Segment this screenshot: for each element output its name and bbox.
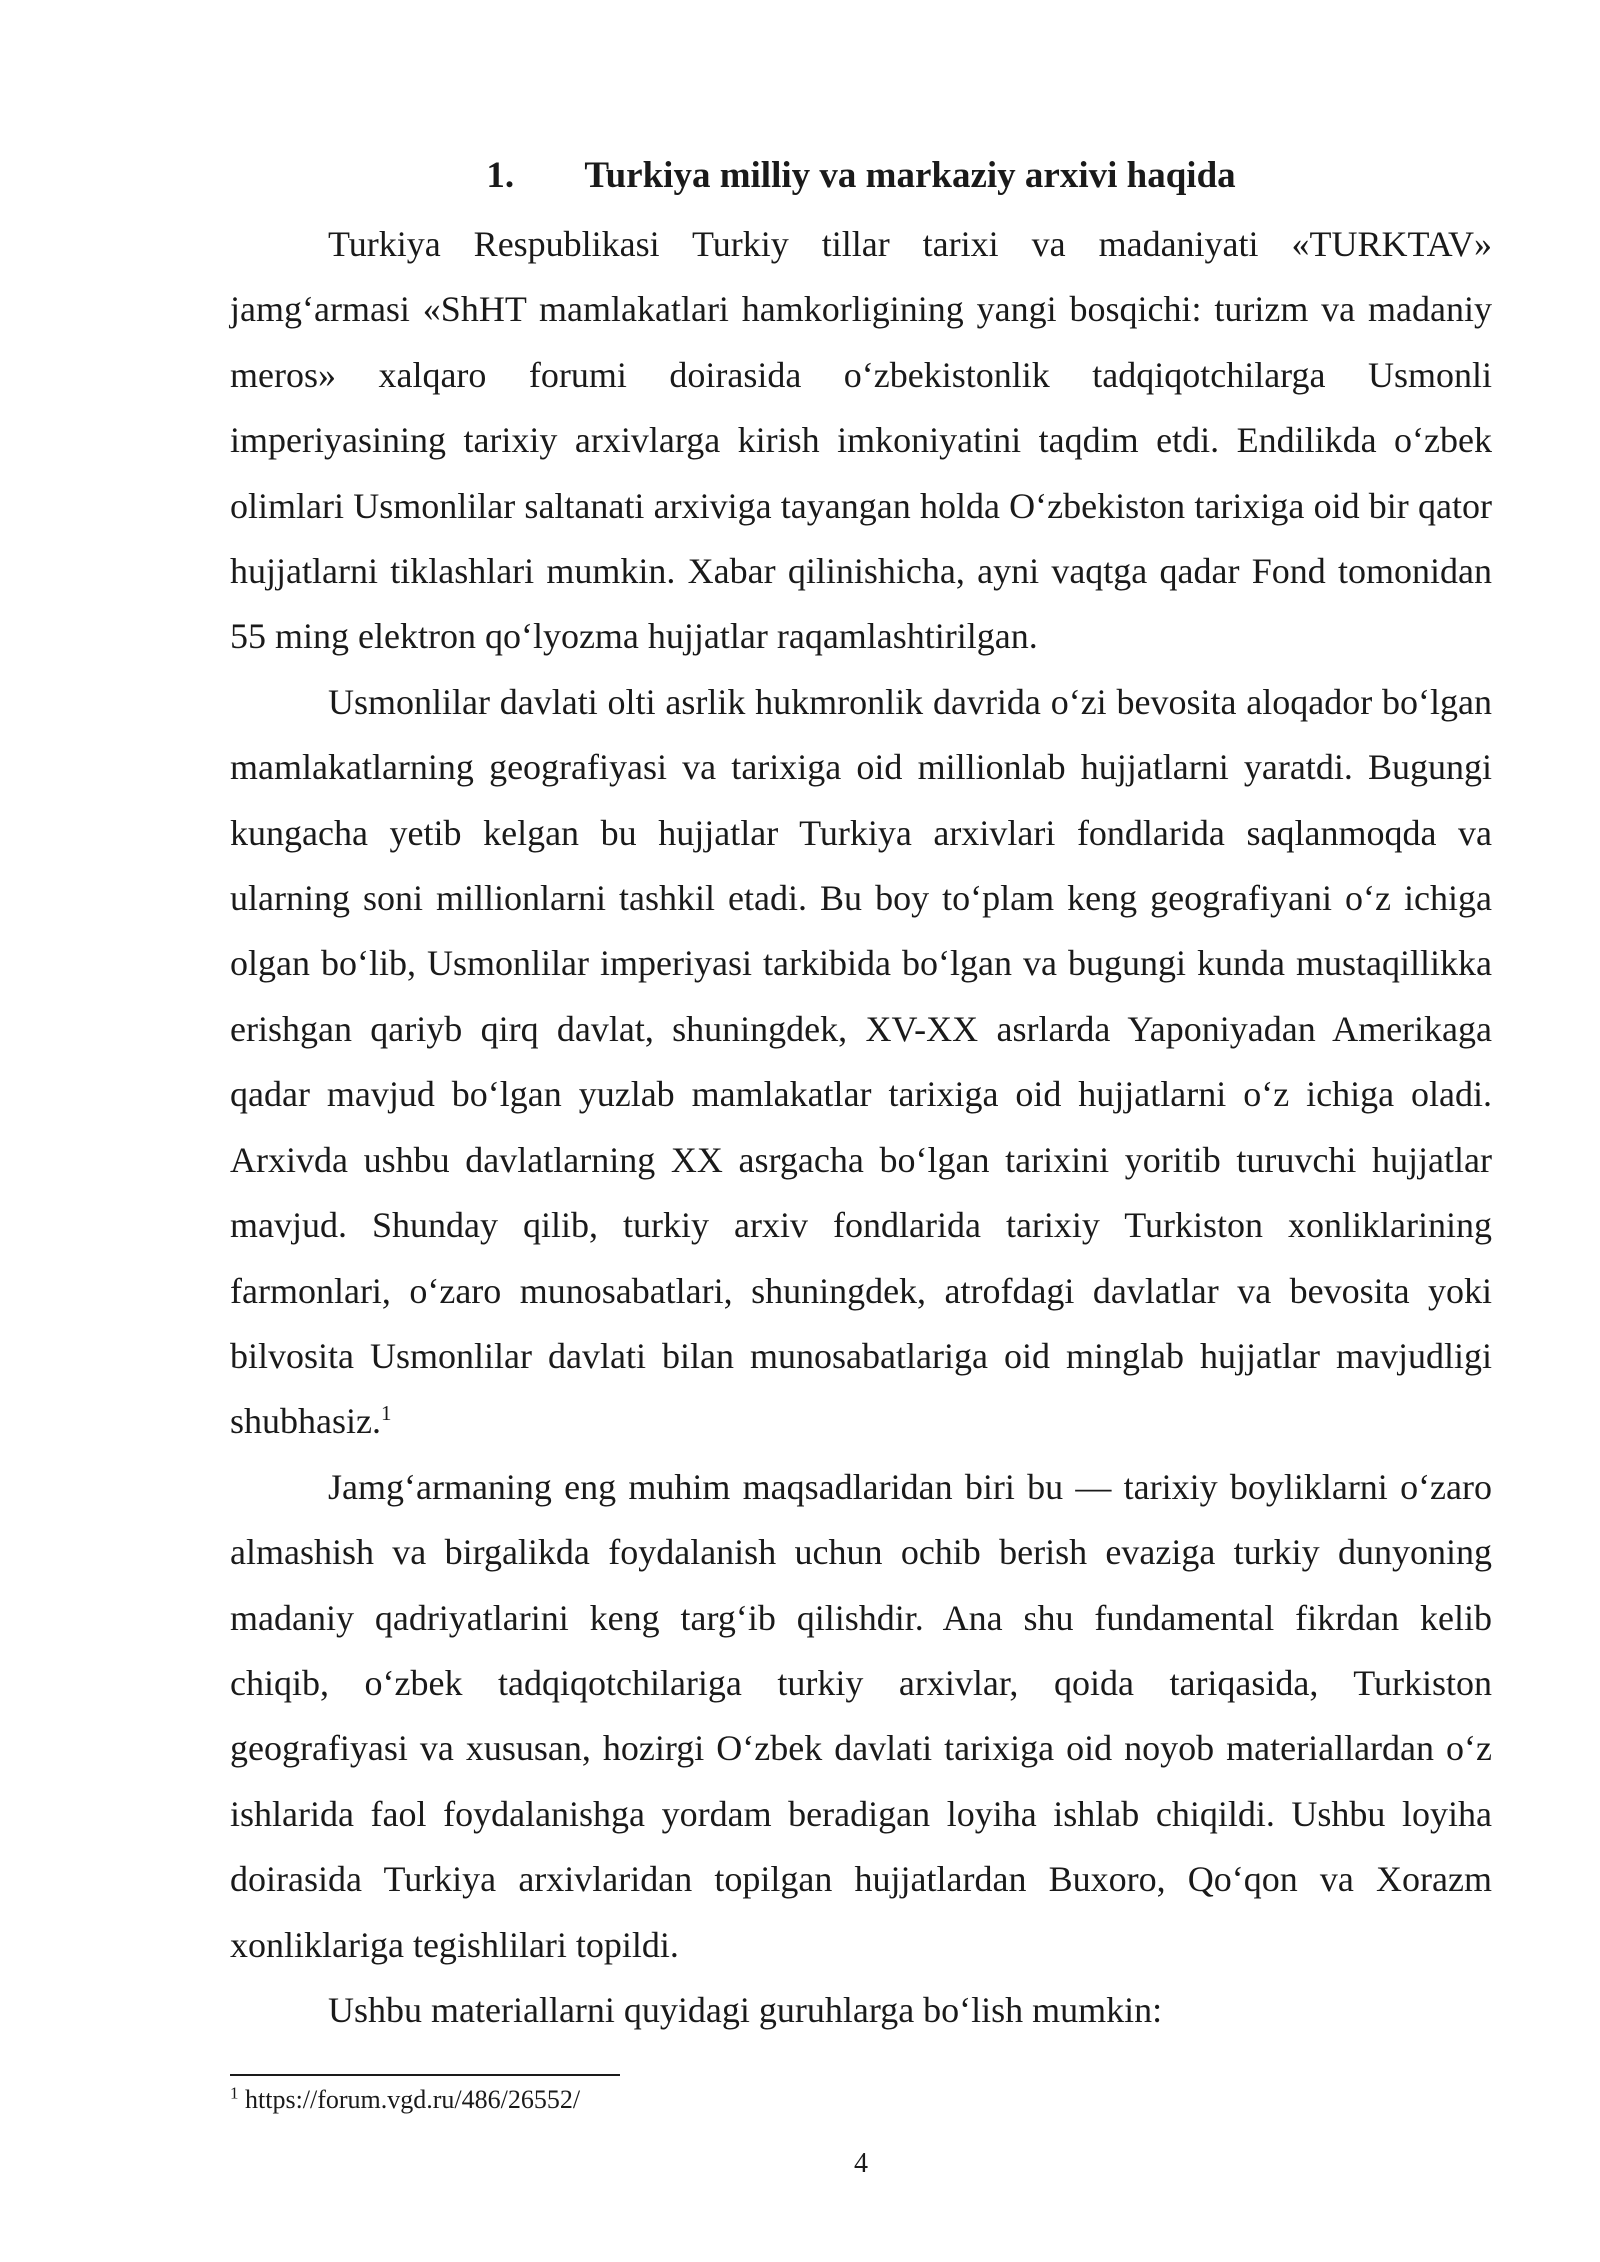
footnote-link[interactable]: https://forum.vgd.ru/486/26552/ (245, 2085, 581, 2114)
page-number: 4 (854, 2148, 868, 2179)
section-number: 1. (486, 155, 515, 196)
footnote-reference[interactable]: 1 (380, 1401, 392, 1426)
paragraph-foundation-goals: Jamg‘armaning eng muhim maqsadlaridan biri bu — tarixiy boyliklarni o‘zaro almashish va birgalikda foydalanish uchun ochib berish evaziga turkiy dunyoning madaniy qadriyatlarini keng targ‘ib qilishdir. Ana shu fundamental fikrdan kelib chiqib, o‘zbek tadqiqotchilariga turkiy arxivlar, qoida tariqasida, Turkiston geografiyasi va xususan, hozirgi O‘zbek davlati tarixiga oid noyob materiallardan o‘z ishlarida faol foydalanishga yordam beradigan loyiha ishlab chiqildi. Ushbu loyiha doirasida Turkiya arxivlaridan topilgan hujjatlardan Buxoro, Qo‘qon va Xorazm xonliklariga tegishlilari topildi. (230, 1466, 1492, 1965)
paragraph-ottoman-archives (230, 670, 1492, 1455)
paragraph-intro: Turkiya Respublikasi Turkiy tillar tarixi va madaniyati «TURKTAV» jamg‘armasi «ShHT mamlakatlari hamkorligining yangi bosqichi: turizm va madaniy meros» xalqaro forumi doirasida o‘zbekistonlik tadqiqotchilarga Usmonli imperiyasining tarixiy arxivlarga kirish imkoniyatini taqdim etdi. Endilikda o‘zbek olimlari Usmonlilar saltanati arxiviga tayangan holda O‘zbekiston tarixiga oid bir qator hujjatlarni tiklashlari mumkin. Xabar qilinishicha, ayni vaqtga qadar Fond tomonidan 55 ming elektron qo‘lyozma hujjatlar raqamlashtirilgan. (230, 224, 1492, 657)
footnote-separator (230, 2074, 620, 2076)
paragraph-groups-intro: Ushbu materiallarni quyidagi guruhlarga bo‘lish mumkin: (328, 1989, 1163, 2030)
page-body (230, 150, 1492, 2043)
paragraph-text: Usmonlilar davlati olti asrlik hukmronlik davrida o‘zi bevosita aloqador bo‘lgan mamlakatlarning geografiyasi va tarixiga oid millionlab hujjatlarni yaratdi. Bugungi kungacha yetib kelgan bu hujjatlar Turkiya arxivlari fondlarida saqlanmoqda va ularning soni millionlarni tashkil etadi. Bu boy to‘plam keng geografiyani o‘z ichiga olgan bo‘lib, Usmonlilar imperiyasi tarkibida bo‘lgan va bugungi kunda mustaqillikka erishgan qariyb qirq davlat, shuningdek, XV-XX asrlarda Yaponiyadan Amerikaga qadar mavjud bo‘lgan yuzlab mamlakatlar tarixiga oid hujjatlarni o‘z ichiga oladi. Arxivda ushbu davlatlarning XX asrgacha bo‘lgan tarixini yoritib turuvchi hujjatlar mavjud. Shunday qilib, turkiy arxiv fondlarida tarixiy Turkiston xonliklarining farmonlari, o‘zaro munosabatlari, shuningdek, atrofdagi davlatlar va bevosita yoki bilvosita Usmonlilar davlati bilan munosabatlariga oid minglab hujjatlar mavjudligi shubhasiz. (230, 681, 1492, 1442)
section-heading (230, 150, 1492, 202)
footnote-mark: 1 (230, 2083, 239, 2103)
section-title: Turkiya milliy va markaziy arxivi haqida (584, 155, 1236, 196)
footnote (230, 2083, 580, 2117)
